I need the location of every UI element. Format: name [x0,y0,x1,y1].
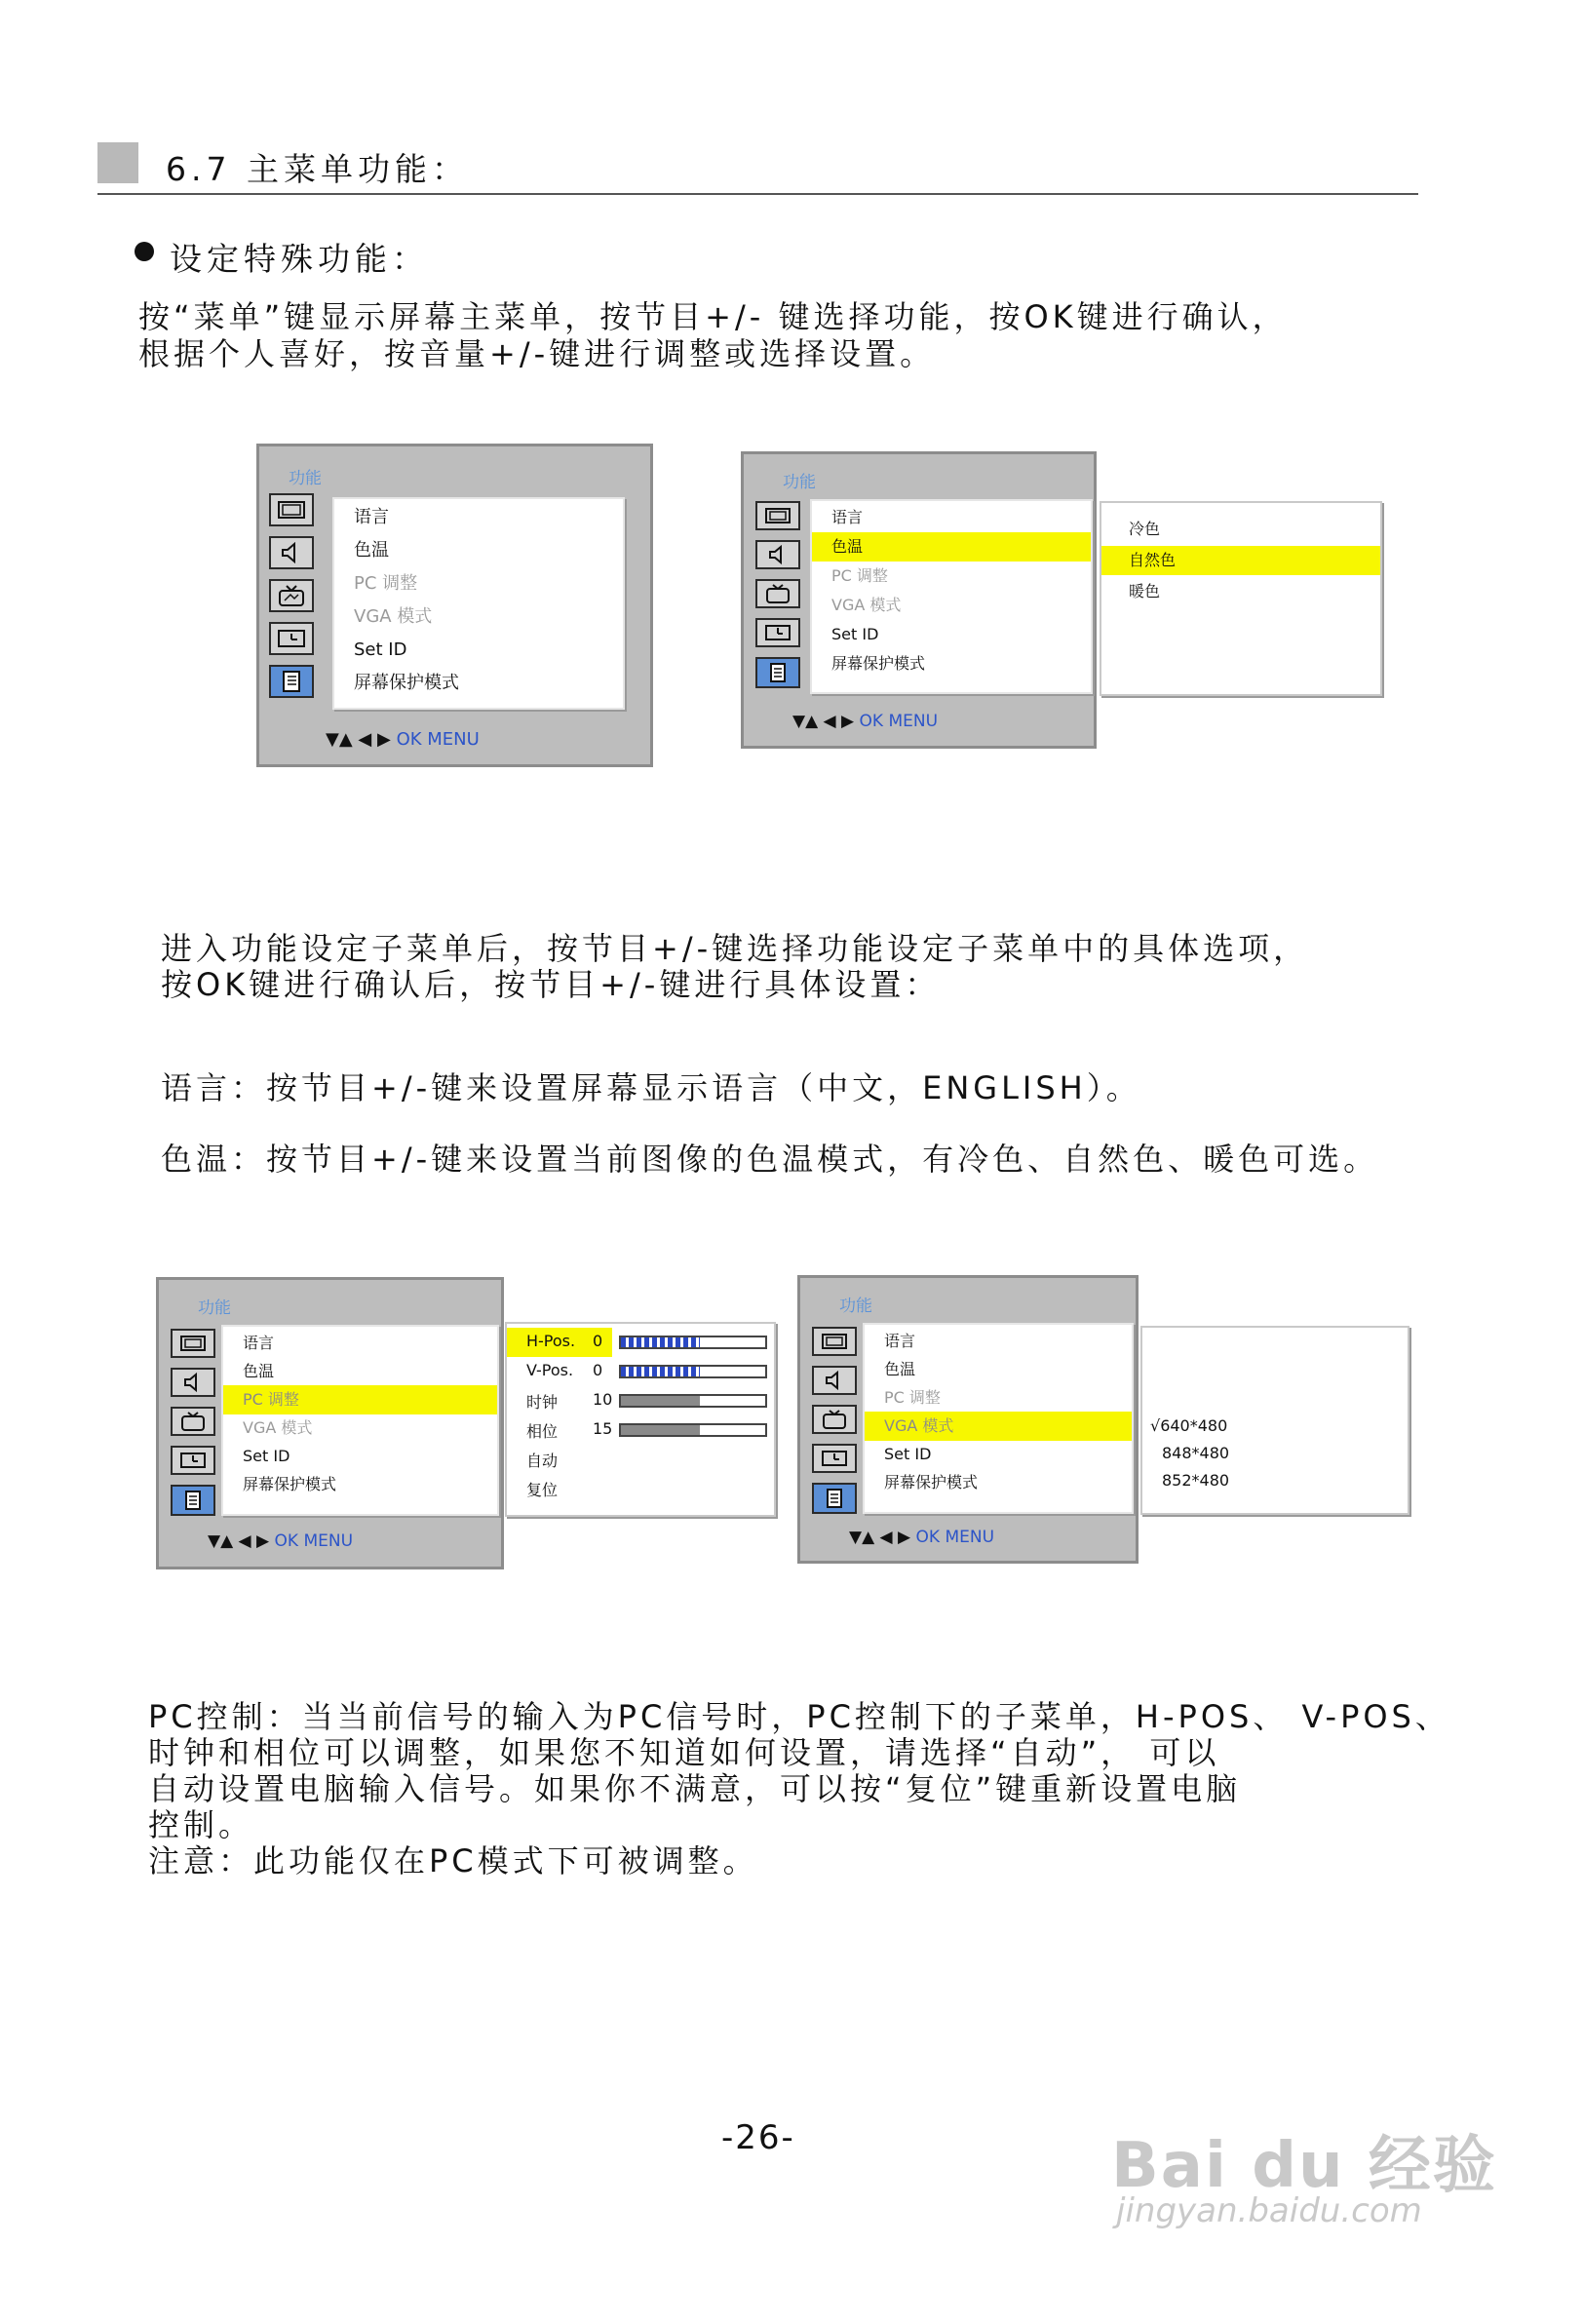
tv-icon[interactable] [171,1407,215,1436]
menu-item-set-id[interactable]: Set ID [831,625,879,643]
menu-item-color-temp[interactable]: 色温 [884,1360,916,1378]
menu-item-language[interactable]: 语言 [884,1332,916,1350]
clock-icon[interactable] [269,622,314,655]
osd-pc-adjust-menu [156,1277,504,1569]
notebook-icon[interactable] [755,657,800,688]
pc-control-line-3: 自动设置电脑输入信号。如果你不满意，可以按“复位”键重新设置电脑 [148,1770,1242,1807]
osd-icon-column [755,501,800,706]
notebook-icon[interactable] [269,665,314,698]
reset-action[interactable] [507,1474,774,1503]
pc-control-line-4: 控制。 [148,1806,254,1843]
auto-action[interactable] [507,1445,774,1474]
tv-icon[interactable] [812,1405,857,1434]
monitor-icon[interactable] [171,1329,215,1358]
menu-item-screensaver[interactable]: 屏幕保护模式 [354,673,459,693]
osd-title: 功能 [198,1298,231,1318]
menu-item-language[interactable]: 语言 [354,507,389,527]
menu-item-screensaver[interactable]: 屏幕保护模式 [243,1475,337,1493]
slider-value: 15 [593,1419,613,1438]
nav-arrows: ▼▲ ◀ ▶ [792,712,855,731]
reset-label: 复位 [526,1481,559,1499]
monitor-icon[interactable] [812,1327,857,1356]
monitor-icon[interactable] [755,501,800,530]
osd-function-menu [256,444,653,767]
menu-item-vga-mode[interactable]: VGA 模式 [354,606,433,627]
language-description: 语言：按节目+/-键来设置屏幕显示语言（中文，ENGLISH）。 [161,1069,1141,1106]
slider-fill [621,1396,700,1406]
header-divider [97,193,1418,195]
menu-item-vga-mode[interactable]: VGA 模式 [865,1412,1132,1441]
monitor-icon[interactable] [269,493,314,526]
nav-arrows: ▼▲ ◀ ▶ [326,729,391,750]
speaker-icon[interactable] [812,1366,857,1395]
menu-item-pc-adjust[interactable]: PC 调整 [354,573,418,594]
menu-item-screensaver[interactable]: 屏幕保护模式 [884,1473,979,1491]
slider-label: 相位 [526,1422,559,1441]
menu-item-language[interactable]: 语言 [243,1334,275,1352]
slider-track[interactable] [619,1423,767,1437]
nav-arrows: ▼▲ ◀ ▶ [849,1528,911,1547]
vga-mode-848x480[interactable]: 848*480 [1162,1444,1230,1462]
vga-mode-submenu [1140,1326,1409,1515]
menu-item-screensaver[interactable]: 屏幕保护模式 [831,654,926,673]
notebook-icon[interactable] [812,1483,857,1514]
intro-line-2: 根据个人喜好，按音量+/-键进行调整或选择设置。 [138,335,936,372]
pc-control-line-2: 时钟和相位可以调整，如果您不知道如何设置，请选择“自动”， 可以 [148,1734,1220,1771]
slider-value: 0 [593,1361,603,1379]
section-marker [97,142,138,183]
tv-icon[interactable] [269,579,314,612]
speaker-icon[interactable] [171,1368,215,1397]
osd-color-temp-menu [741,451,1097,749]
osd-icon-column [812,1327,857,1531]
vga-mode-640x480[interactable]: √640*480 [1150,1416,1228,1435]
subsection-title: 设定特殊功能： [170,240,429,278]
menu-item-color-temp[interactable]: 色温 [243,1362,275,1380]
section-heading: 6.7 主菜单功能： [166,150,469,188]
color-temp-warm[interactable]: 暖色 [1129,582,1161,600]
slider-track[interactable] [619,1394,767,1408]
watermark-url: jingyan.baidu.com [1116,2191,1422,2230]
slider-track[interactable] [619,1365,767,1378]
menu-item-set-id[interactable]: Set ID [354,639,407,660]
page-number: -26- [721,2118,795,2157]
osd-footer [792,712,938,731]
tv-icon[interactable] [755,579,800,608]
slider-label: 时钟 [526,1393,559,1412]
menu-item-color-temp[interactable]: 色温 [812,532,1091,562]
bullet-icon [135,242,154,261]
menu-item-vga-mode[interactable]: VGA 模式 [243,1418,313,1437]
ok-menu-hint: OK MENU [396,729,480,750]
color-temp-submenu [1100,501,1382,696]
slider-value: 0 [593,1332,603,1350]
ok-menu-hint: OK MENU [859,712,939,731]
slider-value: 10 [593,1390,613,1409]
slider-h-pos[interactable] [507,1328,774,1357]
intro-line-1: 按“菜单”键显示屏幕主菜单，按节目+/- 键选择功能，按OK键进行确认， [138,298,1288,335]
color-temp-natural[interactable]: 自然色 [1101,546,1380,575]
pc-adjust-submenu [505,1322,776,1517]
osd-footer [849,1528,994,1547]
menu-item-pc-adjust[interactable]: PC 调整 [831,566,888,585]
menu-item-color-temp[interactable]: 色温 [354,540,389,561]
osd-item-list [332,497,625,710]
color-temp-cool[interactable]: 冷色 [1129,520,1161,538]
slider-fill [621,1337,700,1347]
pc-control-note: 注意：此功能仅在PC模式下可被调整。 [148,1842,758,1879]
slider-fill [621,1425,700,1435]
menu-item-language[interactable]: 语言 [831,508,864,526]
slider-track[interactable] [619,1336,767,1349]
osd-title: 功能 [839,1297,872,1316]
osd-item-list [810,499,1093,694]
slider-label: H-Pos. [526,1332,576,1350]
clock-icon[interactable] [171,1446,215,1475]
menu-item-set-id[interactable]: Set ID [884,1445,932,1463]
ok-menu-hint: OK MENU [915,1528,995,1547]
notebook-icon[interactable] [171,1485,215,1516]
clock-icon[interactable] [755,618,800,647]
menu-item-vga-mode[interactable]: VGA 模式 [831,596,902,614]
color-temp-description: 色温：按节目+/-键来设置当前图像的色温模式，有冷色、自然色、暖色可选。 [161,1141,1379,1178]
osd-item-list [863,1323,1134,1514]
menu-item-set-id[interactable]: Set ID [243,1447,290,1465]
slider-phase[interactable] [507,1415,774,1445]
auto-label: 自动 [526,1452,559,1470]
osd-icon-column [269,493,318,708]
para2-line-1: 进入功能设定子菜单后，按节目+/-键选择功能设定子菜单中的具体选项， [161,930,1309,967]
speaker-icon[interactable] [755,540,800,569]
osd-footer [326,729,480,750]
osd-icon-column [171,1329,215,1533]
para2-line-2: 按OK键进行确认后，按节目+/-键进行具体设置： [161,966,941,1003]
vga-mode-852x480[interactable]: 852*480 [1162,1471,1230,1490]
osd-item-list [221,1325,499,1516]
slider-clock[interactable] [507,1386,774,1415]
osd-title: 功能 [783,473,816,492]
speaker-icon[interactable] [269,536,314,569]
ok-menu-hint: OK MENU [274,1531,354,1551]
watermark-logo: Bai du 经验 [1111,2130,1497,2202]
slider-fill [621,1367,700,1376]
pc-control-line-1: PC控制：当当前信号的输入为PC信号时，PC控制下的子菜单，H-POS、 V-POS、 [148,1698,1450,1735]
menu-item-pc-adjust[interactable]: PC 调整 [223,1385,497,1414]
clock-icon[interactable] [812,1444,857,1473]
menu-item-pc-adjust[interactable]: PC 调整 [884,1388,941,1407]
nav-arrows: ▼▲ ◀ ▶ [208,1531,270,1551]
osd-title: 功能 [289,469,322,488]
slider-v-pos[interactable] [507,1357,774,1386]
osd-vga-mode-menu [797,1275,1139,1564]
osd-footer [208,1531,353,1551]
slider-label: V-Pos. [526,1361,574,1379]
